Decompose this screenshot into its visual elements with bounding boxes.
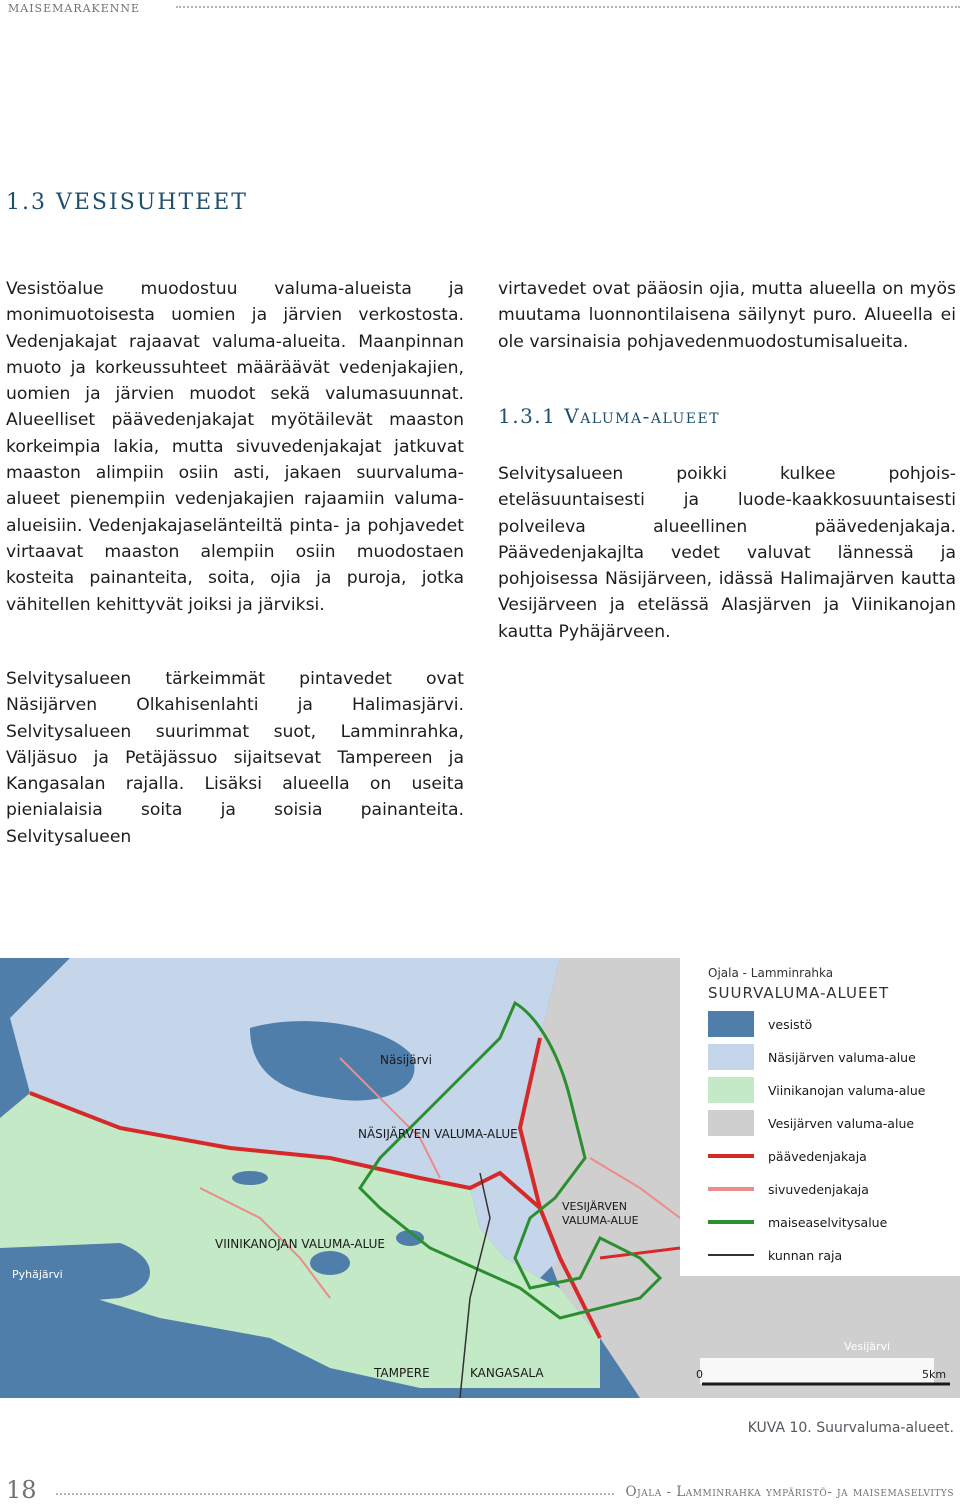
label-tampere: TAMPERE [374, 1366, 430, 1380]
legend-label: sivuvedenjakaja [768, 1182, 869, 1197]
header-divider [176, 6, 960, 8]
legend-swatch [708, 1077, 754, 1103]
watershed-map [0, 958, 960, 1398]
legend-swatch [708, 1011, 754, 1037]
legend-swatch [708, 1110, 754, 1136]
label-vesijarvi: Vesijärvi [844, 1340, 891, 1353]
legend-label: Vesijärven valuma-alue [768, 1116, 915, 1131]
scale-bar-background [700, 1358, 934, 1384]
legend-label: kunnan raja [768, 1248, 843, 1263]
label-kangasala: KANGASALA [470, 1366, 544, 1380]
legend-label: päävedenjakaja [768, 1149, 867, 1164]
page-number: 18 [6, 1476, 37, 1504]
running-header: maisemarakenne [8, 0, 141, 16]
map-title: SUURVALUMA-ALUEET [708, 984, 890, 1002]
small-lake [232, 1171, 268, 1185]
legend-label: Näsijärven valuma-alue [768, 1050, 916, 1065]
label-vesijarven-valuma-1: VESIJÄRVEN [562, 1200, 628, 1213]
small-lake [310, 1251, 350, 1275]
left-paragraph-1: Vesistöalue muodostuu valuma-alueista ja monimuotoisesta uomien ja järvien verkostosta. Vedenjakajat rajaavat valuma-alueita. Maanpinnan muoto ja korkeussuhteet määräävät vedenjakajien, uomien ja järvien muodot sekä valumasuunnat. Alueelliset päävedenjakajat myötäilevät maaston korkeimpia lakia, mutta sivuvedenjakajat jatkuvat maaston alimpiin osiin asti, jakaen suurvaluma-alueet pienempiin vedenjakajien rajaamiin valuma-alueisiin. Vedenjakajaselänteiltä pinta- ja pohjavedet virtaavat maaston alempiin osiin muodostaen kosteita painanteita, soita, ojia ja puroja, jotka vähitellen kehittyvät joiksi ja järviksi. [6, 279, 464, 615]
subsection-heading: 1.3.1 Valuma-alueet [498, 404, 721, 428]
footer-divider [56, 1493, 614, 1495]
scale-start: 0 [696, 1368, 703, 1381]
legend-swatch [708, 1044, 754, 1070]
right-paragraph-1: virtavedet ovat pääosin ojia, mutta alueella on myös muutama luonnontilaisena säilynyt puro. Alueella ei ole varsinaisia pohjavedenmuodostumisalueita. [498, 279, 956, 352]
legend-label: vesistö [768, 1017, 813, 1032]
label-vesijarven-valuma-2: VALUMA-ALUE [562, 1214, 639, 1227]
right-paragraph-2: Selvitysalueen poikki kulkee pohjois- eteläsuuntaisesti ja luode-kaakkosuuntaisesti polveileva alueellinen päävedenjakaja. Päävedenjakajlta vedet valuvat lännessä ja pohjoisessa Näsijärveen, idässä Halimajärven kautta Vesijärveen ja etelässä Alasjärven ja Viinikanojan kautta Pyhäjärveen. [498, 464, 956, 642]
figure-caption: KUVA 10. Suurvaluma-alueet. [747, 1420, 954, 1436]
label-nasijarven-valuma: NÄSIJÄRVEN VALUMA-ALUE [358, 1127, 518, 1141]
legend-label: maiseaselvitysalue [768, 1215, 888, 1230]
map-subtitle: Ojala - Lamminrahka [708, 966, 834, 980]
running-footer: Ojala - Lamminrahka ympäristö- ja maisemaselvitys [625, 1484, 954, 1500]
label-viinikanojan-valuma: VIINIKANOJAN VALUMA-ALUE [215, 1237, 385, 1251]
label-nasijarvi: Näsijärvi [380, 1053, 432, 1067]
section-heading: 1.3 VESISUHTEET [6, 190, 248, 215]
left-paragraph-2: Selvitysalueen tärkeimmät pintavedet ovat Näsijärven Olkahisenlahti ja Halimasjärvi. Selvitysalueen suurimmat suot, Lamminrahka, Väljäsuo ja Petäjässuo sijaitsevat Tampereen ja Kangasalan rajalla. Lisäksi alueella on useita pienialaisia soita ja soisia painanteita. Selvitysalueen [6, 669, 464, 847]
scale-end: 5km [922, 1368, 947, 1381]
label-pyhajarvi: Pyhäjärvi [12, 1268, 63, 1281]
legend-label: Viinikanojan valuma-alue [768, 1083, 926, 1098]
